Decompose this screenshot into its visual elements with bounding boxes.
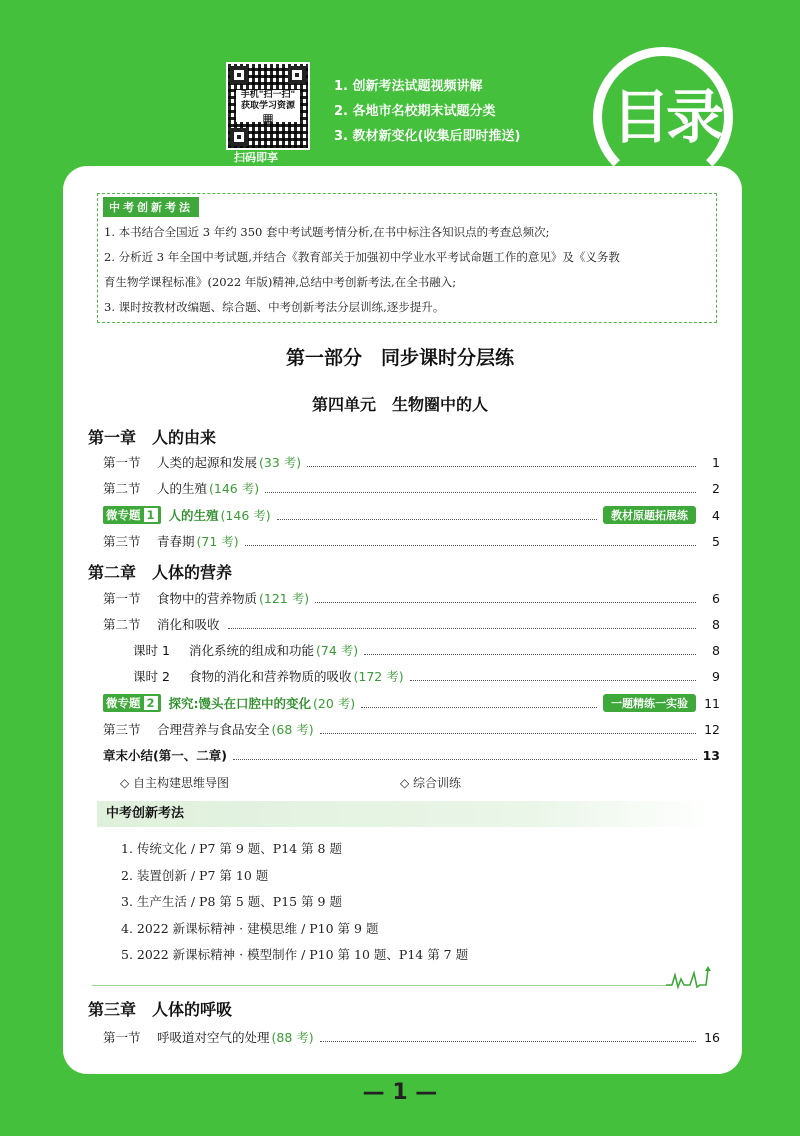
chapter-summary-row[interactable] <box>103 746 720 764</box>
chapter-heading: 第二章 人体的营养 <box>88 563 233 582</box>
toc-row[interactable] <box>103 614 720 634</box>
box-line: 3. 课时按教材改编题、综合题、中考创新考法分层训练,逐步提升。 <box>104 300 445 314</box>
toc-row-lesson[interactable] <box>133 640 720 660</box>
practice-badge: 教材原题拓展练 <box>603 506 696 524</box>
page-number: — 1 — <box>362 1080 438 1105</box>
section-number: 第一节 <box>103 455 141 470</box>
qr-line1: 手机"扫一扫" <box>240 90 296 100</box>
box-line: 1. 本书结合全国近 3 年约 350 套中考试题考情分析,在书中标注各知识点的考查总频次; <box>104 225 550 239</box>
exam-count: (88 考) <box>271 1030 314 1045</box>
innovation-item[interactable]: 1. 传统文化 / P7 第 9 题、P14 第 8 题 <box>121 841 342 856</box>
special-topic-label: 微专题 <box>106 696 141 710</box>
innovation-box-lines <box>104 220 710 320</box>
exam-count: (74 考) <box>316 643 359 658</box>
feature-item: 2. 各地市名校期末试题分类 <box>334 104 496 119</box>
dot-leader <box>245 545 696 546</box>
exam-count: (71 考) <box>196 534 239 549</box>
dot-leader <box>265 492 696 493</box>
section-number: 第二节 <box>103 481 141 496</box>
special-topic-number: 2 <box>144 696 158 710</box>
feature-list <box>334 74 520 149</box>
toc-row[interactable] <box>103 531 720 551</box>
section-title: 人的生殖 <box>157 481 208 496</box>
pulse-icon <box>666 965 714 993</box>
innovation-item[interactable]: 5. 2022 新课标精神 · 模型制作 / P10 第 10 题、P14 第 7 题 <box>121 947 469 962</box>
unit-title: 第四单元 生物圈中的人 <box>311 395 488 414</box>
toc-row[interactable] <box>103 1027 720 1047</box>
qr-caption: 扫码即享 <box>234 151 278 164</box>
toc-row[interactable] <box>103 588 720 608</box>
section-title: 合理营养与食品安全 <box>157 722 270 737</box>
feature-item: 1. 创新考法试题视频讲解 <box>334 79 483 94</box>
section-number: 第三节 <box>103 722 141 737</box>
qr-line2: 获取学习资源 <box>240 101 295 111</box>
section-title: 食物中的营养物质 <box>157 591 258 606</box>
toc-row[interactable] <box>103 452 720 472</box>
innovation-item[interactable]: 4. 2022 新课标精神 · 建模思维 / P10 第 9 题 <box>121 920 379 936</box>
exam-count: (172 考) <box>353 669 404 684</box>
innovation-section-header: 中考创新考法 <box>97 801 712 827</box>
innovation-item[interactable]: 2. 装置创新 / P7 第 10 题 <box>121 867 269 883</box>
special-topic-badge <box>103 506 161 524</box>
toc-row-lesson[interactable] <box>133 666 720 686</box>
lesson-number: 课时 1 <box>133 643 170 658</box>
section-title: 人类的起源和发展 <box>157 455 258 470</box>
section-divider <box>92 985 672 986</box>
page-ref: 1 <box>712 454 720 470</box>
toc-row[interactable] <box>103 719 720 739</box>
chapter-heading: 第一章 人的由来 <box>88 428 217 447</box>
special-topic-badge <box>103 694 161 712</box>
innovation-item[interactable]: 3. 生产生活 / P8 第 5 题、P15 第 9 题 <box>121 894 342 909</box>
section-title: 探究:馒头在口腔中的变化 <box>168 696 312 711</box>
box-line: 2. 分析近 3 年全国中考试题,并结合《教育部关于加强初中学业水平考试命题工作的意见》及《义务教 <box>104 250 620 264</box>
qr-label <box>236 90 300 125</box>
page-ref: 8 <box>712 642 720 658</box>
practice-badge: 一题精练一实验 <box>603 694 696 712</box>
lesson-number: 课时 2 <box>133 669 170 684</box>
section-title: 人的生殖 <box>168 508 219 523</box>
dot-leader <box>233 759 697 760</box>
page-ref: 8 <box>712 616 720 632</box>
chapter-heading: 第三章 人体的呼吸 <box>88 1000 233 1019</box>
page-ref: 11 <box>704 695 720 711</box>
special-topic-label: 微专题 <box>106 508 141 522</box>
book-icon: ▦ <box>262 111 274 125</box>
section-title: 消化和吸收 <box>157 617 220 632</box>
page-ref: 4 <box>712 507 720 523</box>
innovation-box-tag: 中考创新考法 <box>103 197 199 217</box>
summary-item: ◇ 自主构建思维导图 <box>120 776 230 790</box>
toc-row-special-topic[interactable] <box>103 505 720 525</box>
toc-row-special-topic[interactable] <box>103 693 720 713</box>
section-title: 青春期 <box>157 534 195 549</box>
section-number: 第一节 <box>103 591 141 606</box>
dot-leader <box>361 707 597 708</box>
section-number: 第二节 <box>103 617 141 632</box>
exam-count: (146 考) <box>209 481 260 496</box>
qr-code[interactable] <box>226 62 310 150</box>
part-title: 第一部分 同步课时分层练 <box>285 347 514 369</box>
qr-finder <box>288 66 306 84</box>
dot-leader <box>320 733 696 734</box>
dot-leader <box>277 519 597 520</box>
summary-item: ◇ 综合训练 <box>400 776 462 790</box>
summary-title: 章末小结(第一、二章) <box>103 748 227 763</box>
section-title: 食物的消化和营养物质的吸收 <box>189 669 352 684</box>
exam-count: (121 考) <box>259 591 310 606</box>
qr-finder <box>230 128 248 146</box>
section-title: 呼吸道对空气的处理 <box>157 1030 270 1045</box>
dot-leader <box>410 680 696 681</box>
page-ref: 13 <box>702 747 720 763</box>
page-ref: 12 <box>704 721 720 737</box>
page-ref: 6 <box>712 590 720 606</box>
dot-leader <box>315 602 696 603</box>
page-ref: 5 <box>712 533 720 549</box>
feature-item: 3. 教材新变化(收集后即时推送) <box>334 129 521 144</box>
innovation-list <box>121 836 468 969</box>
section-number: 第一节 <box>103 1030 141 1045</box>
page-title: 目录 <box>612 83 721 151</box>
dot-leader <box>364 654 696 655</box>
exam-count: (68 考) <box>271 722 314 737</box>
qr-finder <box>230 66 248 84</box>
section-title: 消化系统的组成和功能 <box>189 643 315 658</box>
exam-count: (146 考) <box>220 508 271 523</box>
page-ref: 2 <box>712 480 720 496</box>
section-number: 第三节 <box>103 534 141 549</box>
exam-count: (20 考) <box>313 696 356 711</box>
dot-leader <box>320 1041 696 1042</box>
page-ref: 9 <box>712 668 720 684</box>
page-ref: 16 <box>704 1029 720 1045</box>
dot-leader <box>228 628 696 629</box>
dot-leader <box>307 466 696 467</box>
box-line: 育生物学课程标准》(2022 年版)精神,总结中考创新考法,在全书融入; <box>104 275 457 289</box>
special-topic-number: 1 <box>144 508 158 522</box>
toc-row[interactable] <box>103 478 720 498</box>
exam-count: (33 考) <box>259 455 302 470</box>
